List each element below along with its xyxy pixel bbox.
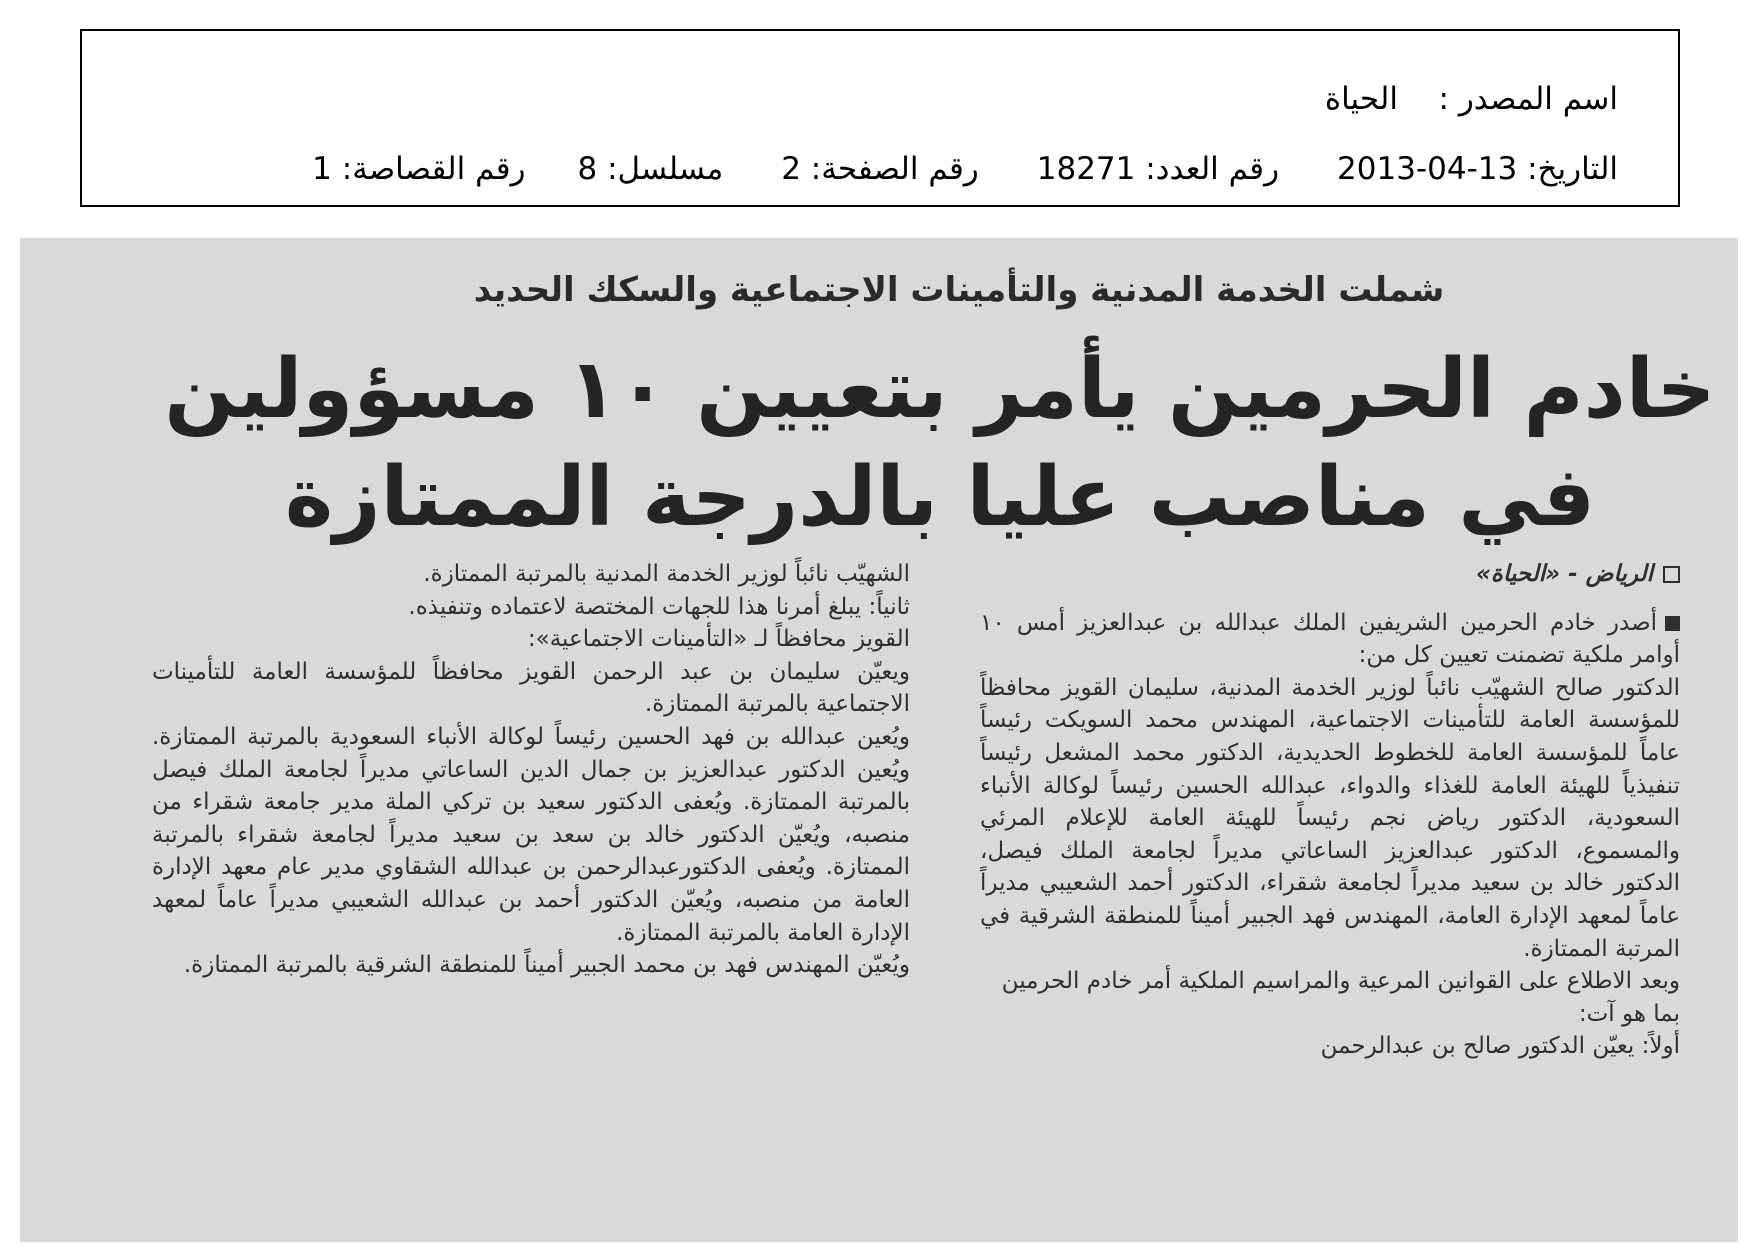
article-headline — [160, 336, 1720, 552]
square-bullet-icon — [1665, 616, 1680, 631]
dateline — [980, 558, 1680, 591]
page-number-field: رقم الصفحة: 2 — [781, 151, 979, 187]
source-row — [1325, 81, 1618, 117]
paragraph: ويُعيّن المهندس فهد بن محمد الجبير أميناً للمنطقة الشرقية بالمرتبة الممتازة. — [183, 952, 910, 979]
headline-line-2: في مناصب عليا بالدرجة الممتازة — [284, 450, 1596, 545]
paragraph: القويز محافظاً لـ «التأمينات الاجتماعية»: — [527, 626, 910, 653]
paragraph: ويُعين عبدالله بن فهد الحسين رئيساً لوكالة الأنباء السعودية بالمرتبة الممتازة. ويُعين الدكتور عبدالعزيز بن جمال الدين الساعاتي مديراً لجامعة الملك فيصل بالمرتبة الممتازة. ويُعفى الدكتور سعيد بن تركي الملة مدير جامعة شقراء من منصبه، ويُعيّن الدكتور خالد بن سعد بن سعيد مديراً لجامعة شقراء بالمرتبة الممتازة. ويُعفى الدكتورعبدالرحمن بن عبدالله الشقاوي مدير عام معهد الإدارة العامة من منصبه، ويُعيّن الدكتور أحمد بن عبدالله الشعيبي مديراً عاماً لمعهد الإدارة العامة بالمرتبة الممتازة. — [152, 723, 910, 946]
source-value: الحياة — [1324, 81, 1398, 117]
clipping-number-field: رقم القصاصة: 1 — [312, 151, 526, 187]
headline-line-1: خادم الحرمين يأمر بتعيين ١٠ مسؤولين — [164, 342, 1716, 437]
date-field: التاريخ: 13-04-2013 — [1337, 151, 1618, 187]
paragraph: بما هو آت: — [1578, 1000, 1680, 1027]
paragraph: وبعد الاطلاع على القوانين المرعية والمراسيم الملكية أمر خادم الحرمين — [1001, 968, 1680, 995]
source-label: اسم المصدر : — [1438, 81, 1618, 117]
dateline-text: الرياض - «الحياة» — [1475, 561, 1653, 587]
box-icon — [1663, 566, 1680, 583]
article-kicker: شملت الخدمة المدنية والتأمينات الاجتماعية والسكك الحديد — [473, 270, 1445, 310]
paragraph: أولاً: يعيّن الدكتور صالح بن عبدالرحمن — [1320, 1033, 1680, 1060]
paragraph: أصدر خادم الحرمين الشريفين الملك عبدالله بن عبدالعزيز أمس ١٠ أوامر ملكية تضمنت تعيين كل من: — [980, 609, 1680, 669]
paragraph: الشهيّب نائباً لوزير الخدمة المدنية بالمرتبة الممتازة. — [423, 561, 910, 587]
paragraph: ويعيّن سليمان بن عبد الرحمن القويز محافظاً للمؤسسة العامة للتأمينات الاجتماعية بالمرتبة الممتازة. — [152, 658, 910, 718]
newspaper-clipping — [20, 238, 1738, 1242]
serial-field: مسلسل: 8 — [577, 151, 724, 187]
paragraph: ثانياً: يبلغ أمرنا هذا للجهات المختصة لاعتماده وتنفيذه. — [408, 593, 910, 620]
article-column-right — [980, 558, 1680, 1063]
paragraph: الدكتور صالح الشهيّب نائباً لوزير الخدمة المدنية، سليمان القويز محافظاً للمؤسسة العامة للتأمينات الاجتماعية، المهندس محمد السويكت رئيساً عاماً للمؤسسة العامة للخطوط الحديدية، الدكتور محمد المشعل رئيساً تنفيذياً للهيئة العامة للغذاء والدواء، عبدالله الحسين رئيساً لوكالة الأنباء السعودية، الدكتور رياض نجم رئيساً للهيئة العامة للإعلام المرئي والمسموع، الدكتور عبدالعزيز الساعاتي مديراً لجامعة الملك فيصل، الدكتور خالد بن سعيد مديراً لجامعة شقراء، الدكتور أحمد الشعيبي مديراً عاماً لمعهد الإدارة العامة، المهندس فهد الجبير أميناً للمنطقة الشرقية في المرتبة الممتازة. — [980, 674, 1680, 962]
clipping-metadata-box — [80, 29, 1680, 207]
article-column-left — [152, 558, 910, 982]
details-row — [312, 151, 1618, 187]
issue-number-field: رقم العدد: 18271 — [1036, 151, 1280, 187]
